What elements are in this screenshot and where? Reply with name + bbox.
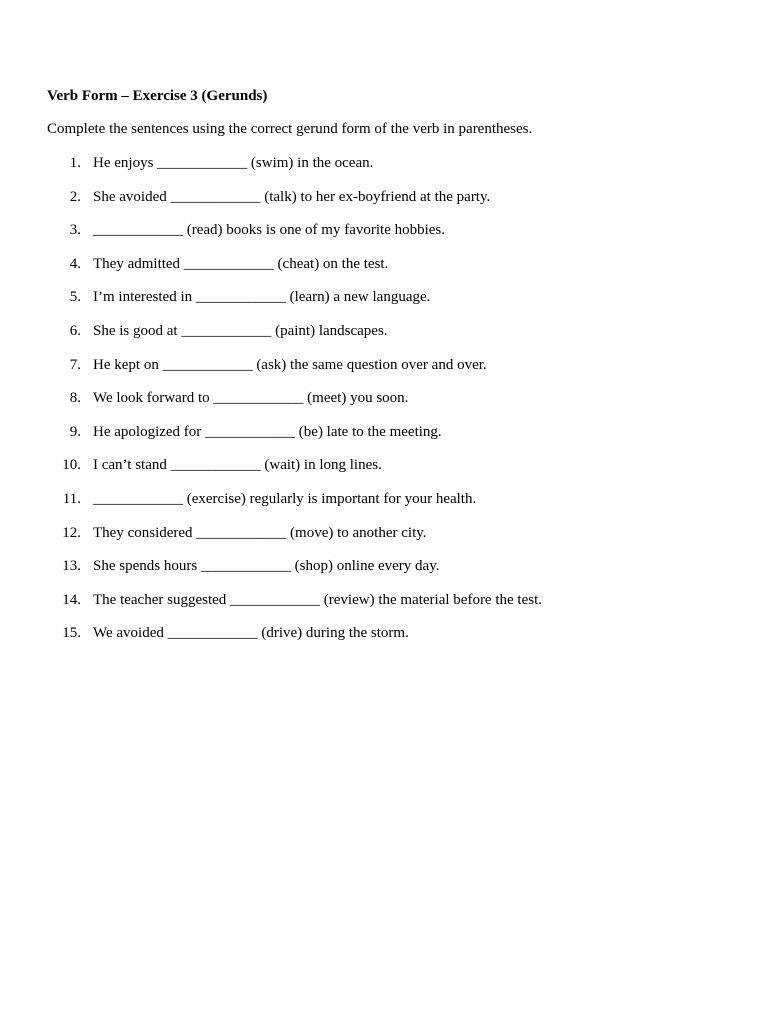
item-sentence: They admitted ____________ (cheat) on the test. bbox=[93, 255, 389, 272]
list-item bbox=[0, 356, 768, 390]
item-number: 15. bbox=[62, 625, 81, 642]
item-sentence: We avoided ____________ (drive) during the storm. bbox=[93, 625, 409, 642]
item-number: 14. bbox=[62, 591, 81, 608]
list-item bbox=[0, 423, 768, 457]
item-number: 6. bbox=[69, 322, 81, 339]
item-sentence: He apologized for ____________ (be) late to the meeting. bbox=[93, 423, 442, 440]
item-number: 8. bbox=[69, 390, 81, 407]
list-item bbox=[0, 624, 768, 658]
list-item bbox=[0, 490, 768, 524]
item-sentence: ____________ (read) books is one of my favorite hobbies. bbox=[93, 222, 446, 239]
item-sentence: She is good at ____________ (paint) landscapes. bbox=[93, 322, 388, 339]
list-item bbox=[0, 591, 768, 625]
item-sentence: She spends hours ____________ (shop) online every day. bbox=[93, 558, 440, 575]
item-number: 12. bbox=[62, 524, 81, 541]
item-number: 2. bbox=[69, 188, 81, 205]
item-number: 11. bbox=[62, 490, 81, 507]
list-item bbox=[0, 154, 768, 188]
list-item bbox=[0, 288, 768, 322]
item-sentence: She avoided ____________ (talk) to her ex-boyfriend at the party. bbox=[93, 188, 491, 205]
item-number: 3. bbox=[69, 222, 81, 239]
list-item bbox=[0, 456, 768, 490]
item-sentence: He enjoys ____________ (swim) in the ocean. bbox=[93, 155, 374, 171]
item-sentence: The teacher suggested ____________ (review) the material before the test. bbox=[93, 591, 542, 608]
item-number: 7. bbox=[69, 356, 81, 373]
item-number: 1. bbox=[69, 155, 81, 171]
item-sentence: I’m interested in ____________ (learn) a new language. bbox=[93, 289, 431, 306]
list-item bbox=[0, 557, 768, 591]
list-item bbox=[0, 389, 768, 423]
item-sentence: He kept on ____________ (ask) the same question over and over. bbox=[93, 356, 487, 373]
list-item bbox=[0, 221, 768, 255]
exercise-title: Verb Form – Exercise 3 (Gerunds) bbox=[47, 88, 268, 104]
item-number: 10. bbox=[62, 457, 81, 474]
list-item bbox=[0, 255, 768, 289]
item-number: 4. bbox=[69, 255, 81, 272]
exercise-list bbox=[0, 154, 768, 658]
list-item bbox=[0, 524, 768, 558]
instruction-text: Complete the sentences using the correct gerund form of the verb in parentheses. bbox=[47, 121, 533, 137]
list-item bbox=[0, 188, 768, 222]
item-number: 9. bbox=[69, 423, 81, 440]
item-sentence: ____________ (exercise) regularly is important for your health. bbox=[93, 490, 477, 507]
item-sentence: I can’t stand ____________ (wait) in long lines. bbox=[93, 457, 382, 474]
list-item bbox=[0, 322, 768, 356]
item-number: 5. bbox=[69, 289, 81, 306]
item-sentence: They considered ____________ (move) to another city. bbox=[93, 524, 427, 541]
item-sentence: We look forward to ____________ (meet) you soon. bbox=[93, 390, 409, 407]
item-number: 13. bbox=[62, 558, 81, 575]
